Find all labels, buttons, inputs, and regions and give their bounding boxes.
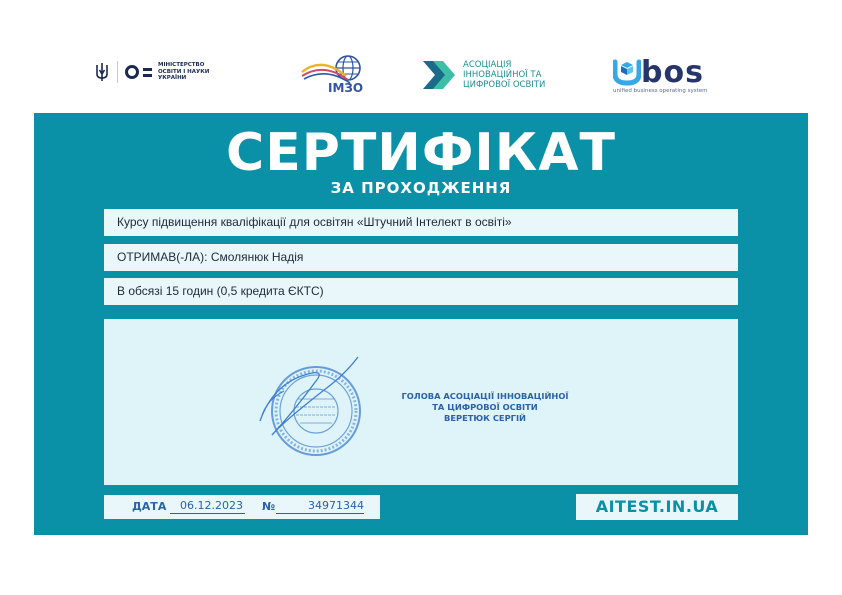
recipient-field: ОТРИМАВ(-ЛА): Смолянюк Надія bbox=[104, 244, 738, 271]
stamp-seal-icon bbox=[254, 351, 372, 469]
ministry-logo bbox=[94, 60, 209, 84]
signature-area bbox=[104, 319, 738, 485]
ubos-tagline: unified business operating system bbox=[613, 88, 708, 94]
ubos-cube-icon bbox=[613, 56, 641, 86]
signer-line-1: ГОЛОВА АСОЦІАЦІЇ ІННОВАЦІЙНОЇ bbox=[401, 391, 569, 401]
website-link[interactable]: AITEST.IN.UA bbox=[576, 494, 738, 520]
date-value: 06.12.2023 bbox=[170, 499, 245, 514]
signer-line-2: ТА ЦИФРОВОЇ ОСВІТИ bbox=[432, 402, 538, 412]
certificate-panel bbox=[34, 113, 808, 535]
hours-field: В обсязі 15 годин (0,5 кредита ЄКТС) bbox=[104, 278, 738, 305]
imzo-logo bbox=[300, 52, 374, 98]
trident-icon bbox=[94, 62, 110, 82]
ubos-logo bbox=[613, 56, 707, 94]
association-line-1: АСОЦІАЦІЯ bbox=[463, 60, 512, 70]
signer-name: ВЕРЕТЮК СЕРГІЙ bbox=[444, 413, 526, 423]
ministry-line-2: ОСВІТИ І НАУКИ bbox=[158, 68, 210, 75]
association-arrow-icon bbox=[423, 61, 457, 89]
logo-strip bbox=[0, 50, 842, 100]
association-logo bbox=[423, 60, 545, 90]
association-line-3: ЦИФРОВОЇ ОСВІТИ bbox=[463, 80, 546, 90]
ministry-name bbox=[158, 62, 209, 82]
certificate-title: СЕРТИФІКАТ bbox=[226, 123, 616, 183]
certificate-subtitle: ЗА ПРОХОДЖЕННЯ bbox=[330, 179, 512, 197]
logo-divider bbox=[117, 61, 118, 83]
signer-block bbox=[360, 391, 610, 424]
certificate-number: 34971344 bbox=[276, 499, 364, 514]
number-label: № bbox=[262, 500, 276, 513]
course-field: Курсу підвищення кваліфікації для освітян «Штучний Інтелект в освіті» bbox=[104, 209, 738, 236]
imzo-text: ІМЗО bbox=[328, 81, 364, 95]
association-name bbox=[463, 60, 545, 90]
ubos-wordmark: bos bbox=[641, 55, 704, 90]
date-number-box bbox=[104, 495, 380, 519]
ministry-line-3: УКРАЇНИ bbox=[158, 75, 187, 82]
date-label: ДАТА bbox=[132, 500, 167, 513]
ministry-line-1: МІНІСТЕРСТВО bbox=[158, 62, 205, 69]
ministry-mark-icon bbox=[125, 65, 152, 79]
association-line-2: ІННОВАЦІЙНОЇ ТА bbox=[463, 70, 542, 80]
